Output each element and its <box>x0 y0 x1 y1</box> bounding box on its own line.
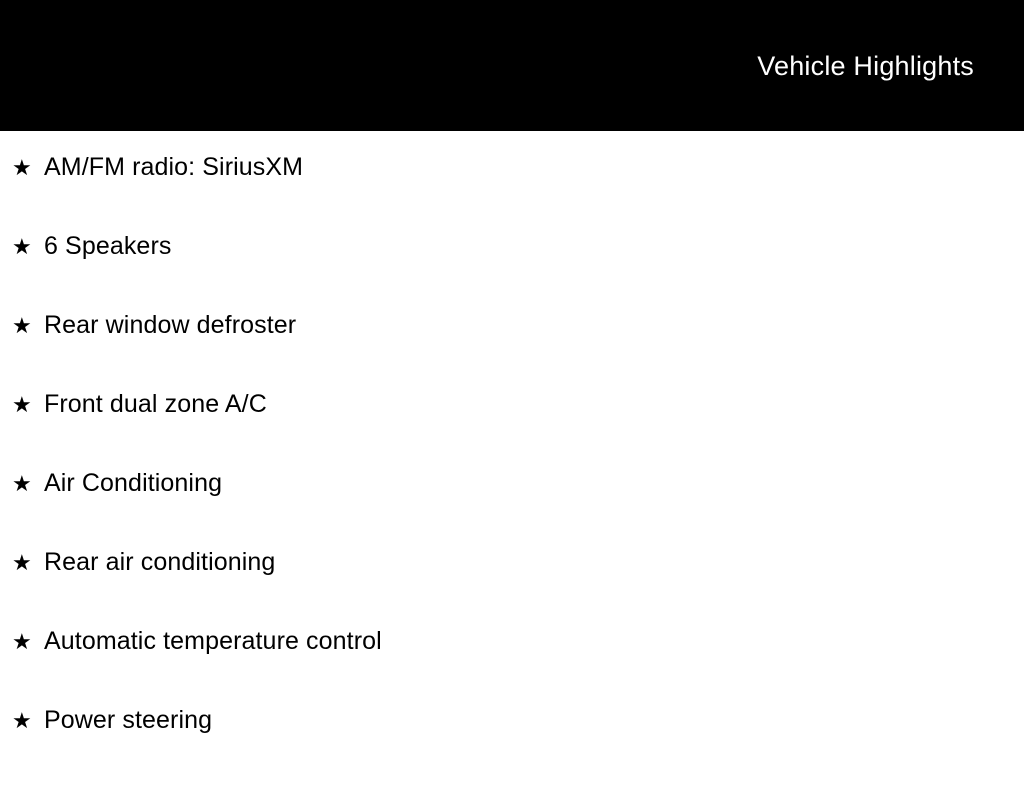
highlight-label: Rear window defroster <box>44 311 297 339</box>
star-bullet-icon: ★ <box>12 471 32 496</box>
list-item <box>0 548 1024 627</box>
list-item <box>0 390 1024 469</box>
highlight-label: Power steering <box>44 706 213 734</box>
list-item <box>0 706 1024 785</box>
page-title: Vehicle Highlights <box>757 51 974 81</box>
highlight-label: Front dual zone A/C <box>44 390 267 418</box>
star-bullet-icon: ★ <box>12 708 32 733</box>
header-bar <box>0 0 1024 131</box>
vehicle-highlights-list <box>0 131 1024 785</box>
list-item <box>0 469 1024 548</box>
star-bullet-icon: ★ <box>12 629 32 654</box>
highlight-label: AM/FM radio: SiriusXM <box>44 153 304 181</box>
star-bullet-icon: ★ <box>12 550 32 575</box>
highlight-label: Automatic temperature control <box>44 627 382 655</box>
list-item <box>0 153 1024 232</box>
star-bullet-icon: ★ <box>12 392 32 417</box>
highlight-label: Rear air conditioning <box>44 548 276 576</box>
list-item <box>0 311 1024 390</box>
list-item <box>0 232 1024 311</box>
star-bullet-icon: ★ <box>12 234 32 259</box>
star-bullet-icon: ★ <box>12 155 32 180</box>
star-bullet-icon: ★ <box>12 313 32 338</box>
highlight-label: 6 Speakers <box>44 232 172 260</box>
list-item <box>0 627 1024 706</box>
highlight-label: Air Conditioning <box>44 469 223 497</box>
